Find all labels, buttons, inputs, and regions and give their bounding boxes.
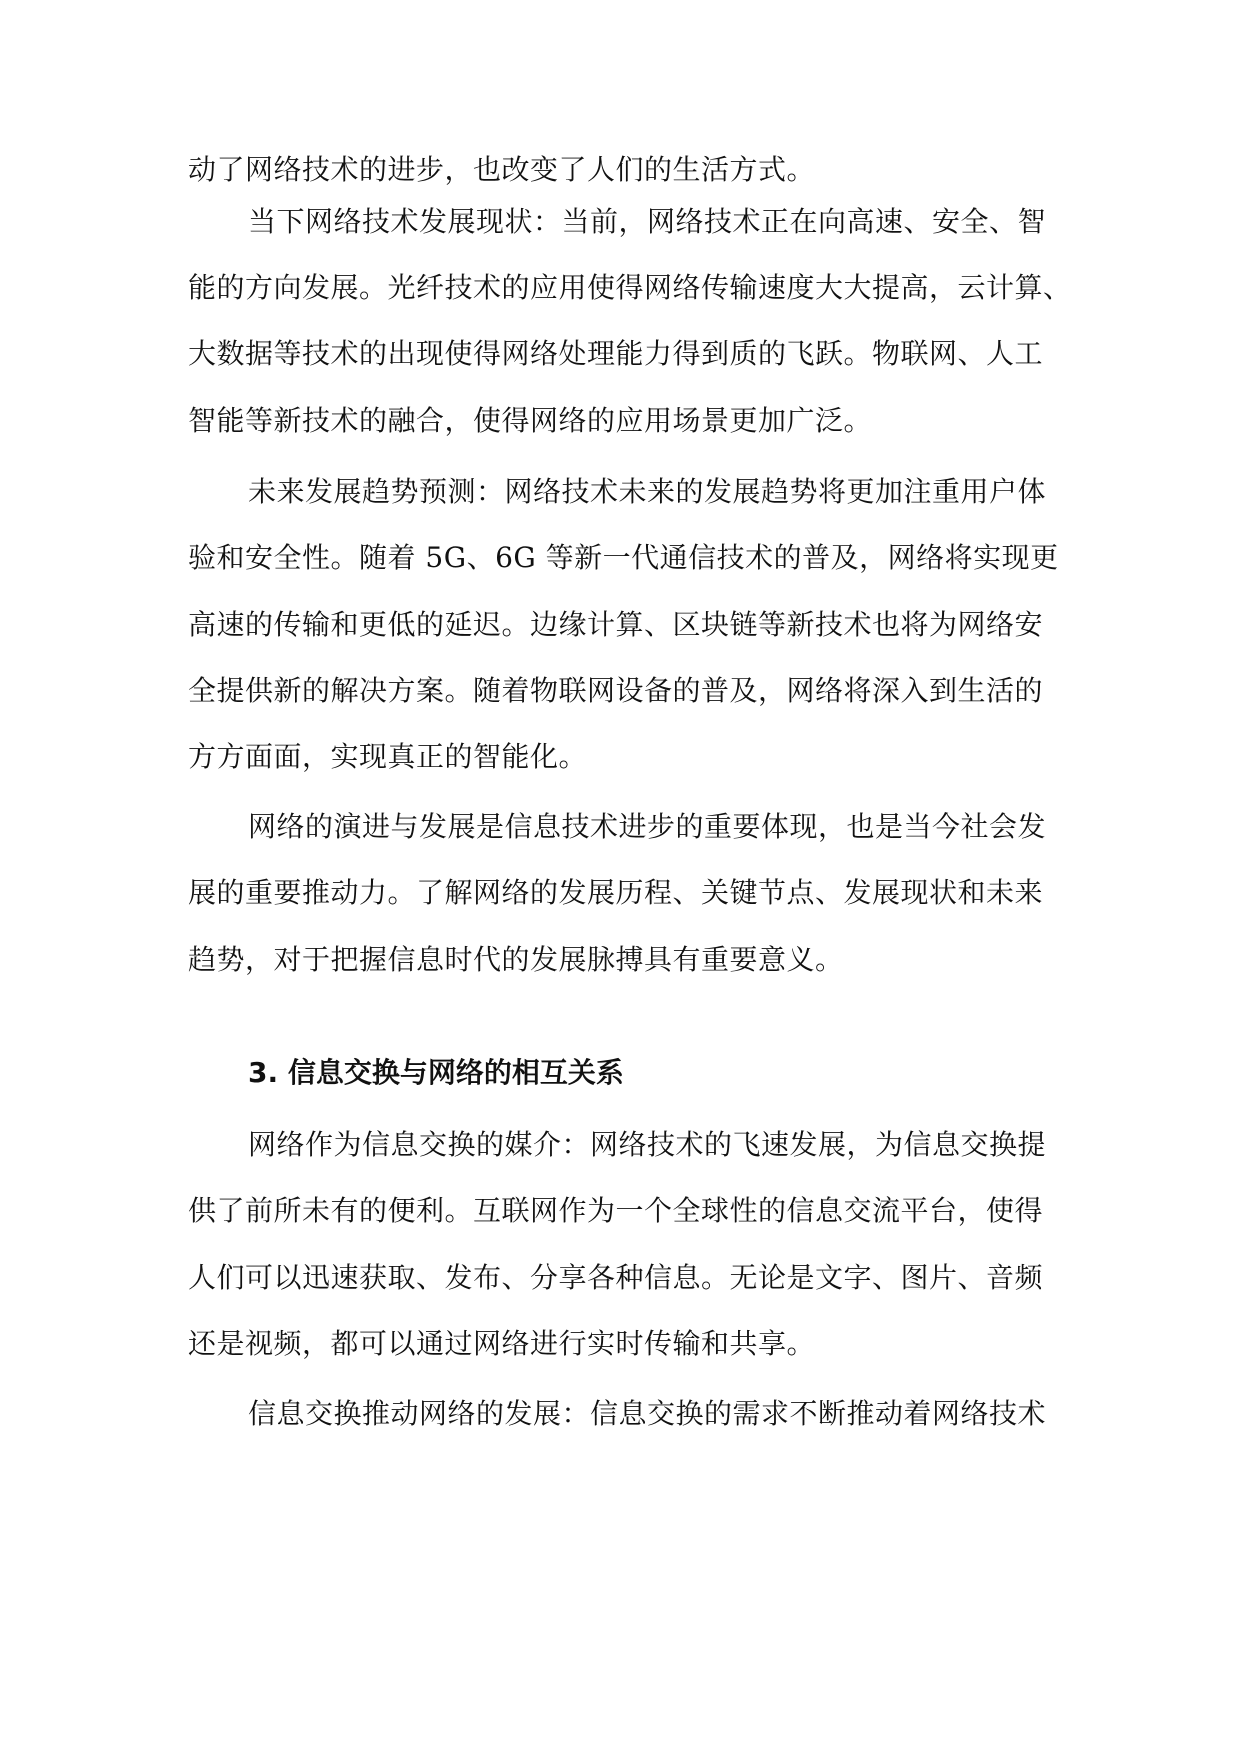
paragraph-first-line: 信息交换推动网络的发展：信息交换的需求不断推动着网络技术 xyxy=(248,1397,1047,1430)
paragraph-first-line: 网络作为信息交换的媒介：网络技术的飞速发展，为信息交换提 xyxy=(248,1128,1047,1161)
body-text-line: 还是视频，都可以通过网络进行实时传输和共享。 xyxy=(188,1327,816,1360)
body-text-line: 展的重要推动力。了解网络的发展历程、关键节点、发展现状和未来 xyxy=(188,876,1044,909)
paragraph-first-line: 未来发展趋势预测：网络技术未来的发展趋势将更加注重用户体 xyxy=(248,475,1047,508)
body-text-line: 高速的传输和更低的延迟。边缘计算、区块链等新技术也将为网络安 xyxy=(188,608,1044,641)
body-text-line: 全提供新的解决方案。随着物联网设备的普及，网络将深入到生活的 xyxy=(188,674,1044,707)
paragraph-first-line: 当下网络技术发展现状：当前，网络技术正在向高速、安全、智 xyxy=(248,205,1047,238)
body-text-line: 大数据等技术的出现使得网络处理能力得到质的飞跃。物联网、人工 xyxy=(188,337,1044,370)
body-text-line: 智能等新技术的融合，使得网络的应用场景更加广泛。 xyxy=(188,404,873,437)
paragraph-first-line: 网络的演进与发展是信息技术进步的重要体现，也是当今社会发 xyxy=(248,810,1047,843)
section-heading: 3. 信息交换与网络的相互关系 xyxy=(248,1056,624,1089)
body-text-line: 方方面面，实现真正的智能化。 xyxy=(188,740,588,773)
body-text-line: 能的方向发展。光纤技术的应用使得网络传输速度大大提高，云计算、 xyxy=(188,271,1072,304)
body-text-line: 趋势，对于把握信息时代的发展脉搏具有重要意义。 xyxy=(188,943,844,976)
body-text-line: 验和安全性。随着 5G、6G 等新一代通信技术的普及，网络将实现更 xyxy=(188,541,1059,574)
body-text-line: 人们可以迅速获取、发布、分享各种信息。无论是文字、图片、音频 xyxy=(188,1261,1044,1294)
body-text-line: 供了前所未有的便利。互联网作为一个全球性的信息交流平台，使得 xyxy=(188,1194,1044,1227)
body-text-line: 动了网络技术的进步，也改变了人们的生活方式。 xyxy=(188,153,816,186)
